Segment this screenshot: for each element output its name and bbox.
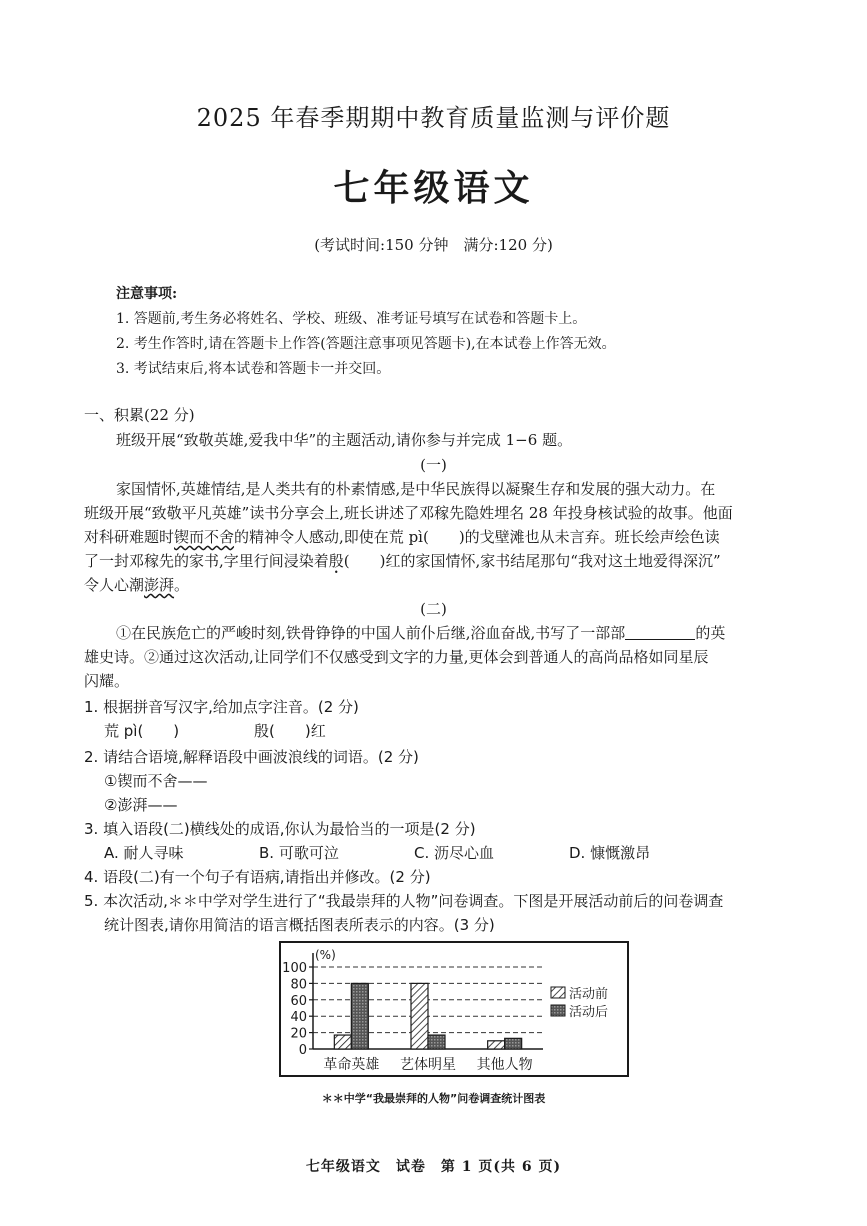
bar bbox=[411, 983, 428, 1049]
y-tick-label: 40 bbox=[290, 1010, 307, 1026]
y-tick-label: 80 bbox=[290, 977, 307, 993]
note-item: 1. 答题前,考生务必将姓名、学校、班级、准考证号填写在试卷和答题卡上。 bbox=[116, 311, 587, 327]
question-1-item-b: 殷( )红 bbox=[254, 722, 326, 740]
passage-line bbox=[116, 622, 725, 643]
exam-info: (考试时间:150 分钟 满分:120 分) bbox=[314, 236, 553, 254]
question-5: 5. 本次活动,＊＊中学对学生进行了“我最崇拜的人物”问卷调查。下图是开展活动前后的问卷调查 bbox=[84, 892, 724, 910]
option-a[interactable]: A. 耐人寻味 bbox=[104, 844, 184, 862]
passage-line: 闪耀。 bbox=[84, 672, 130, 690]
passage-text: ( )红的家国情怀,家书结尾那句“我对这土地爱得深沉” bbox=[343, 552, 721, 570]
legend-label: 活动后 bbox=[569, 1005, 609, 1020]
fill-blank[interactable] bbox=[625, 624, 695, 640]
passage-line bbox=[84, 574, 189, 595]
passage-line: 班级开展“致敬平凡英雄”读书分享会上,班长讲述了邓稼先隐姓埋名 28 年投身核试验的故事。他面 bbox=[84, 504, 733, 522]
y-tick-label: 0 bbox=[298, 1043, 307, 1058]
bar bbox=[351, 983, 368, 1049]
bar bbox=[428, 1035, 445, 1049]
passage-text: 令人心潮 bbox=[84, 576, 145, 594]
legend-swatch bbox=[551, 1005, 565, 1016]
passage-text: 。 bbox=[174, 576, 190, 594]
bar-chart bbox=[281, 943, 627, 1075]
option-b[interactable]: B. 可歌可泣 bbox=[259, 844, 339, 862]
legend-label: 活动前 bbox=[569, 987, 609, 1002]
section-intro: 班级开展“致敬英雄,爱我中华”的主题活动,请你参与并完成 1−6 题。 bbox=[116, 431, 573, 449]
passage-text: 了一封邓稼先的家书,字里行间浸染着 bbox=[84, 552, 329, 570]
notes-section bbox=[116, 282, 756, 382]
part2-label: (二) bbox=[420, 600, 447, 618]
question-2-item-a: ①锲而不舍—— bbox=[104, 772, 208, 790]
page-footer: 七年级语文 试卷 第 1 页(共 6 页) bbox=[305, 1159, 562, 1175]
x-category-label: 艺体明星 bbox=[400, 1057, 456, 1073]
passage-text: 的英 bbox=[695, 624, 726, 642]
question-2-item-b: ②澎湃—— bbox=[104, 796, 178, 814]
legend-swatch bbox=[551, 987, 565, 998]
wavy-underlined-term: 澎湃 bbox=[144, 576, 175, 594]
y-tick-label: 100 bbox=[282, 961, 307, 976]
option-d[interactable]: D. 慷慨激昂 bbox=[569, 844, 651, 862]
passage-line bbox=[84, 526, 720, 547]
note-item: 2. 考生作答时,请在答题卡上作答(答题注意事项见答题卡),在本试卷上作答无效。 bbox=[116, 336, 616, 352]
question-3-options bbox=[104, 842, 724, 863]
x-category-label: 革命英雄 bbox=[323, 1057, 380, 1073]
notes-heading: 注意事项: bbox=[116, 286, 178, 302]
bar bbox=[334, 1035, 351, 1049]
bar bbox=[488, 1041, 505, 1049]
passage-text: 的精神令人感动,即使在荒 pì( )的戈壁滩也从未言弃。班长绘声绘色读 bbox=[234, 528, 720, 546]
question-2: 2. 请结合语境,解释语段中画波浪线的词语。(2 分) bbox=[84, 748, 419, 766]
option-c[interactable]: C. 沥尽心血 bbox=[414, 844, 495, 862]
note-item: 3. 考试结束后,将本试卷和答题卡一并交回。 bbox=[116, 361, 391, 377]
dotted-character: 殷 bbox=[328, 552, 344, 570]
question-3: 3. 填入语段(二)横线处的成语,你认为最恰当的一项是(2 分) bbox=[84, 820, 476, 838]
question-5-line2: 统计图表,请你用简洁的语言概括图表所表示的内容。(3 分) bbox=[104, 916, 495, 934]
x-category-label: 其他人物 bbox=[476, 1057, 533, 1073]
y-tick-label: 60 bbox=[290, 993, 307, 1009]
question-1-item-a: 荒 pì( ) bbox=[104, 722, 180, 740]
wavy-underlined-term: 锲而不舍 bbox=[174, 528, 235, 546]
passage-line: 家国情怀,英雄情结,是人类共有的朴素情感,是中华民族得以凝聚生存和发展的强大动力。在 bbox=[116, 480, 716, 498]
question-4: 4. 语段(二)有一个句子有语病,请指出并修改。(2 分) bbox=[84, 868, 431, 886]
passage-text: ①在民族危亡的严峻时刻,铁骨铮铮的中国人前仆后继,浴血奋战,书写了一部部 bbox=[116, 624, 626, 642]
y-tick-label: 20 bbox=[290, 1026, 307, 1042]
chart-caption: ＊＊中学“我最崇拜的人物”问卷调查统计图表 bbox=[321, 1092, 546, 1105]
exam-title: 2025 年春季期期中教育质量监测与评价题 bbox=[196, 104, 671, 132]
y-axis-label: (%) bbox=[315, 948, 336, 962]
question-1: 1. 根据拼音写汉字,给加点字注音。(2 分) bbox=[84, 698, 359, 716]
section-heading: 一、积累(22 分) bbox=[84, 406, 195, 424]
part1-label: (一) bbox=[420, 456, 447, 474]
passage-text: 对科研难题时 bbox=[84, 528, 175, 546]
chart-frame bbox=[279, 941, 629, 1077]
bar bbox=[505, 1038, 522, 1049]
passage-line bbox=[84, 550, 721, 571]
passage-line: 雄史诗。②通过这次活动,让同学们不仅感受到文字的力量,更体会到普通人的高尚品格如同星辰 bbox=[84, 648, 709, 666]
subject-title: 七年级语文 bbox=[333, 167, 534, 209]
